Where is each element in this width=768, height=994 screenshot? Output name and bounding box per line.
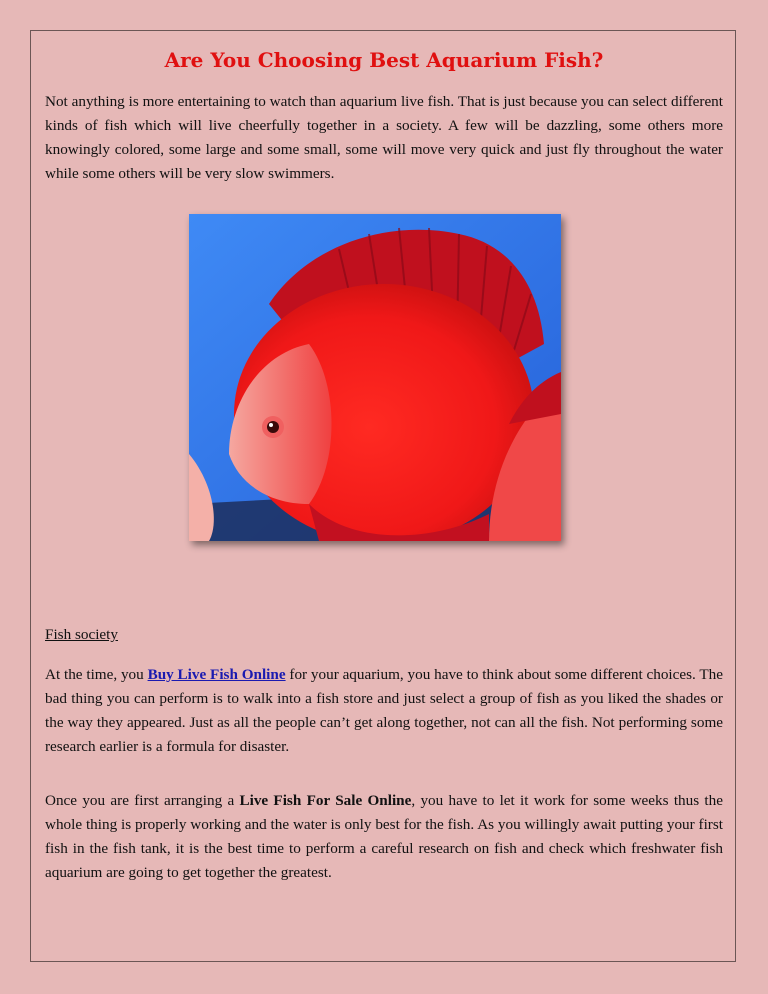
fish-image	[189, 214, 561, 541]
live-fish-for-sale-online-text: Live Fish For Sale Online	[239, 792, 412, 809]
red-discus-fish-photo-icon	[189, 214, 561, 541]
buy-live-fish-online-link[interactable]: Buy Live Fish Online	[147, 666, 286, 683]
paragraph-text: Once you are first arranging a	[45, 792, 240, 809]
section-heading: Fish society	[45, 626, 118, 643]
paragraph-text: At the time, you	[45, 666, 148, 683]
intro-paragraph: Not anything is more entertaining to watch than aquarium live fish. That is just because you can select different kinds of fish which will live cheerfully together in a society. A few will be dazzling, some others more knowingly colored, some large and some small, some will move very quick and just fly throughout the water while some others will be very slow swimmers.	[45, 93, 723, 182]
section-paragraph-1	[45, 663, 723, 759]
section-paragraph-2	[45, 789, 723, 885]
paragraph-text: , you have to let it work for some weeks thus the whole thing is properly working and the water is only best for the fish. As you willingly await putting your first fish in the fish tank, it is the best time to perform a careful research on fish and check which freshwater fish aquarium are going to get together the greatest.	[45, 792, 723, 881]
paragraph-text: for your aquarium, you have to think about some different choices. The bad thing you can perform is to walk into a fish store and just select a group of fish as you liked the shades or the way they appeared. Just as all the people can’t get along together, not can all the fish. Not performing some research earlier is a formula for disaster.	[45, 666, 723, 755]
page-title: Are You Choosing Best Aquarium Fish?	[164, 48, 604, 72]
